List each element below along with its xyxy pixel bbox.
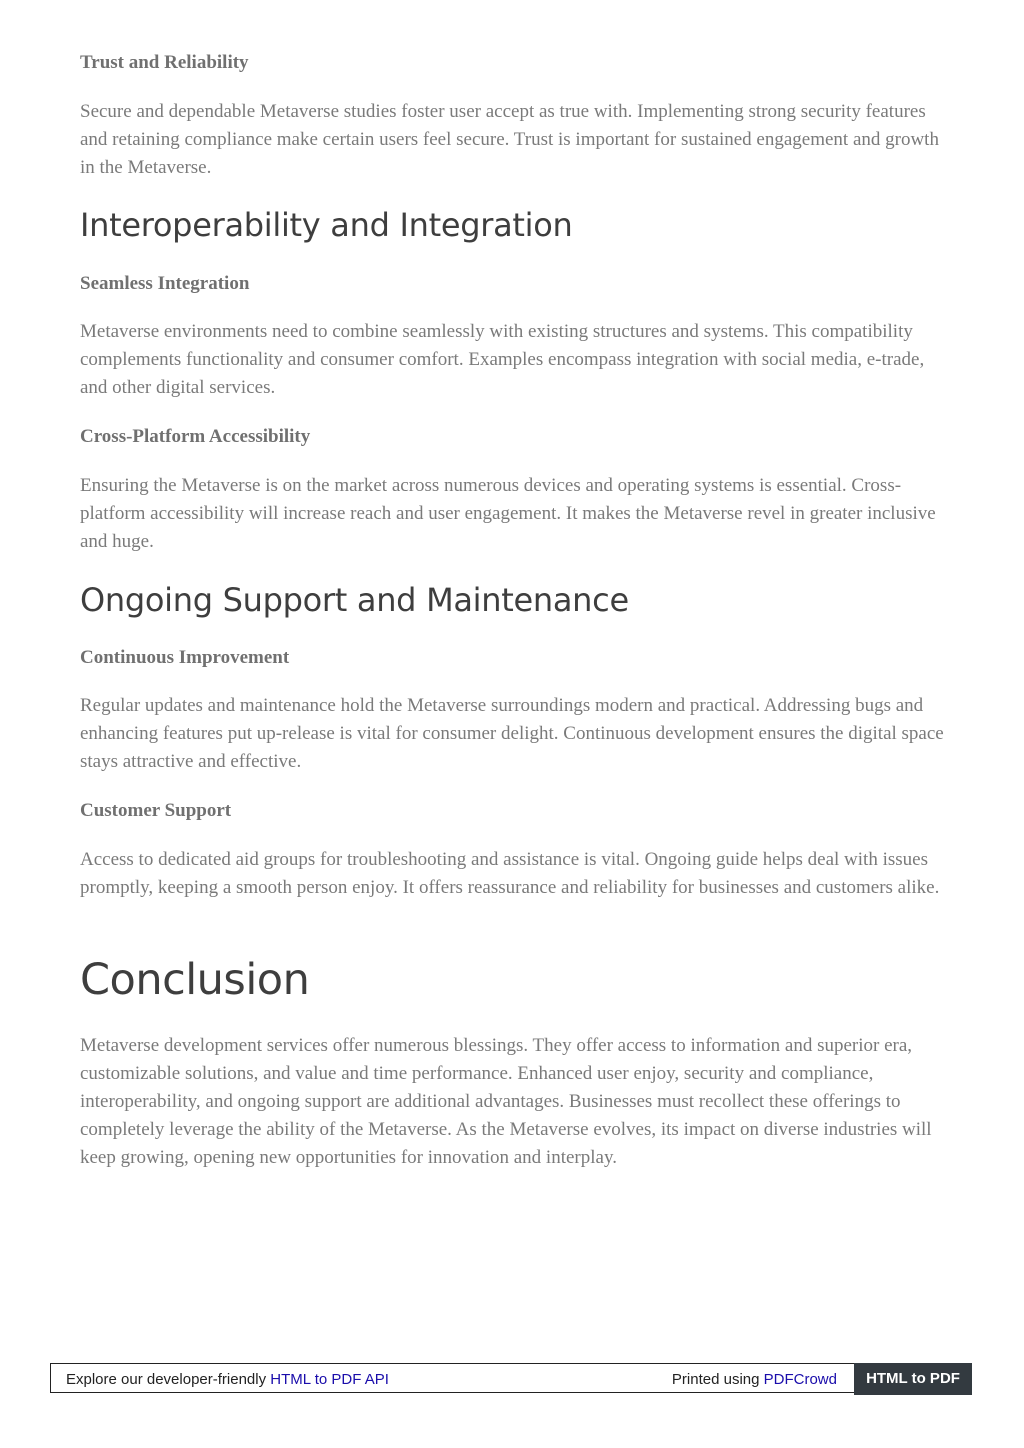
subheading-seamless: Seamless Integration bbox=[80, 273, 250, 294]
paragraph-continuous: Regular updates and maintenance hold the Metaverse surroundings modern and practical. Addressing bugs and enhancing features put up-release is vital for consumer delight. Continuous development ensures the digital space stays attractive and effective. bbox=[80, 695, 944, 772]
subheading-continuous: Continuous Improvement bbox=[80, 647, 290, 668]
section-title-support: Ongoing Support and Maintenance bbox=[80, 581, 629, 619]
paragraph-conclusion: Metaverse development services offer numerous blessings. They offer access to information and superior era, customizable solutions, and value and time performance. Enhanced user enjoy, security and compliance, interoperability, and ongoing support are additional advantages. Businesses must recollect these offerings to completely leverage the ability of the Metaverse. As the Metaverse evolves, its impact on diverse industries will keep growing, opening new opportunities for innovation and interplay. bbox=[80, 1035, 932, 1168]
subheading-customer-support: Customer Support bbox=[80, 800, 232, 821]
section-title-interop: Interoperability and Integration bbox=[80, 206, 573, 244]
paragraph-customer-support: Access to dedicated aid groups for troubleshooting and assistance is vital. Ongoing guide helps deal with issues promptly, keeping a smooth person enjoy. It offers reassurance and reliability for businesses and customers alike. bbox=[80, 849, 940, 898]
footer-explore bbox=[66, 1371, 389, 1388]
footer-printed bbox=[672, 1371, 837, 1388]
footer-explore-text: Explore our developer-friendly bbox=[66, 1371, 271, 1388]
subheading-trust: Trust and Reliability bbox=[80, 52, 249, 73]
paragraph-cross-platform: Ensuring the Metaverse is on the market across numerous devices and operating systems is essential. Cross-platform accessibility will increase reach and user engagement. It makes the Metaverse revel in greater inclusive and huge. bbox=[80, 475, 936, 552]
html-to-pdf-button[interactable]: HTML to PDF bbox=[854, 1363, 972, 1395]
subheading-cross-platform: Cross-Platform Accessibility bbox=[80, 426, 311, 447]
section-title-conclusion: Conclusion bbox=[80, 955, 310, 1005]
html-to-pdf-api-link[interactable]: HTML to PDF API bbox=[270, 1371, 389, 1388]
paragraph-trust: Secure and dependable Metaverse studies foster user accept as true with. Implementing strong security features and retaining compliance make certain users feel secure. Trust is important for sustained engagement and growth in the Metaverse. bbox=[80, 101, 939, 178]
pdfcrowd-footer-banner bbox=[50, 1363, 972, 1393]
footer-printed-text: Printed using bbox=[671, 1371, 764, 1388]
pdfcrowd-link[interactable]: PDFCrowd bbox=[763, 1371, 837, 1388]
paragraph-seamless: Metaverse environments need to combine seamlessly with existing structures and systems. This compatibility complements functionality and consumer comfort. Examples encompass integration with social media, e-trade, and other digital services. bbox=[80, 321, 925, 398]
